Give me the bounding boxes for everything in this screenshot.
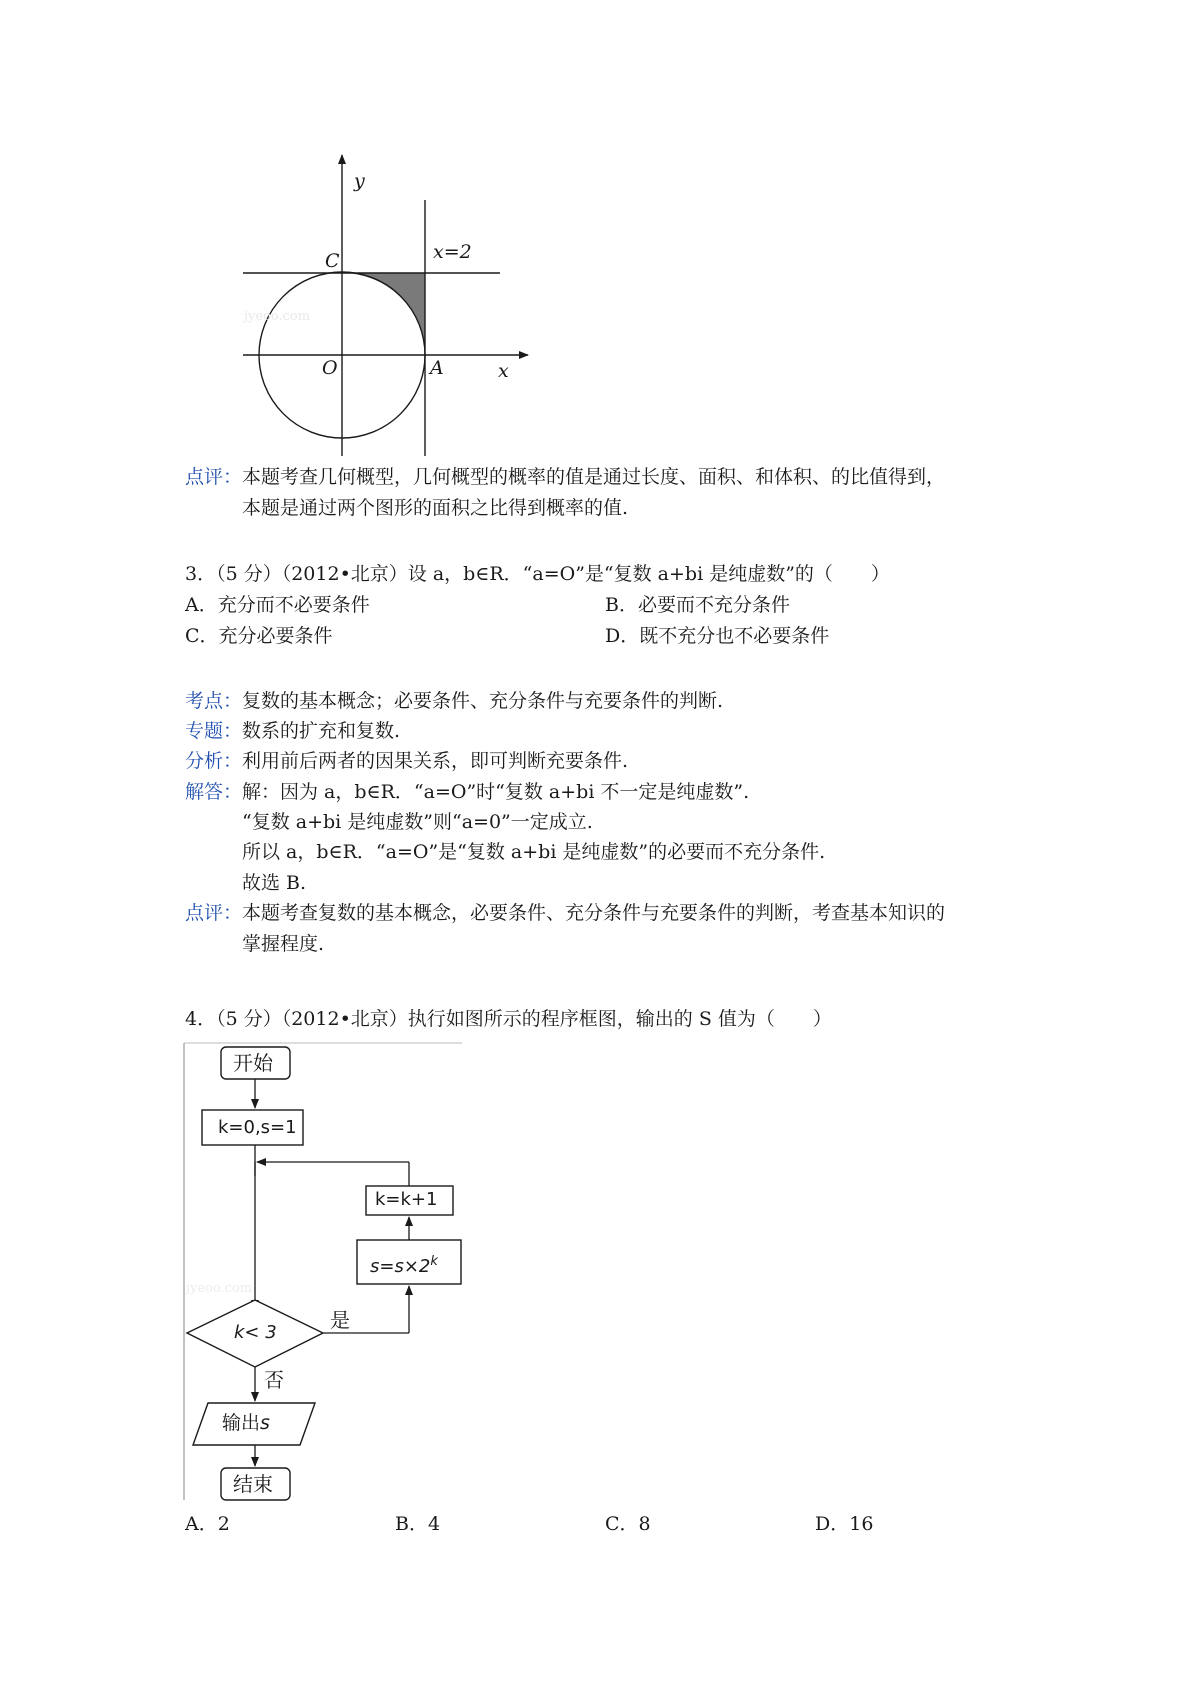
flow-assign-label — [370, 1251, 438, 1278]
flow-assign-exponent: k — [430, 1254, 438, 1269]
point-c-label: C — [325, 250, 340, 272]
flow-increment-label: k=k+1 — [375, 1189, 438, 1210]
q3-option-b: B．必要而不充分条件 — [605, 594, 790, 616]
q3-kaodian-label: 考点： — [185, 690, 243, 712]
q3-dianping-label: 点评： — [185, 902, 243, 924]
flow-watermark: jyeoo.com — [186, 1281, 253, 1296]
flow-start-label: 开始 — [233, 1051, 273, 1075]
q4-stem: 4．（5 分）（2012•北京）执行如图所示的程序框图，输出的 S 值为（ ） — [185, 1008, 832, 1030]
point-o-label: O — [322, 357, 338, 379]
q3-option-c: C．充分必要条件 — [185, 625, 333, 647]
review1-line2: 本题是通过两个图形的面积之比得到概率的值. — [242, 497, 629, 519]
flow-assign-expr: s=s×2 — [370, 1256, 431, 1277]
watermark: jyeoo.com — [244, 309, 311, 324]
review1-label: 点评： — [185, 466, 243, 488]
flow-output-var: s — [260, 1412, 270, 1434]
q4-option-a: A．2 — [185, 1513, 230, 1535]
q3-option-a: A．充分而不必要条件 — [185, 594, 370, 616]
q3-dianping-line1: 本题考查复数的基本概念，必要条件、充分条件与充要条件的判断，考查基本知识的 — [242, 902, 946, 924]
q3-jieda-label: 解答： — [185, 781, 243, 803]
line-x-2-label: x=2 — [433, 241, 472, 263]
q4-option-c: C．8 — [605, 1513, 651, 1535]
q3-zhuanti-label: 专题： — [185, 720, 243, 742]
q3-option-d: D．既不充分也不必要条件 — [605, 625, 830, 647]
q3-fenxi: 利用前后两者的因果关系，即可判断充要条件. — [242, 750, 629, 772]
q3-jieda-line4: 故选 B. — [242, 872, 307, 894]
flow-init-label: k=0,s=1 — [218, 1117, 297, 1138]
q4-option-b: B．4 — [395, 1513, 441, 1535]
flow-end-label: 结束 — [233, 1472, 273, 1496]
q3-jieda-line3: 所以 a，b∈R．“a=O”是“复数 a+bi 是纯虚数”的必要而不充分条件. — [242, 841, 826, 863]
flow-output-label — [222, 1412, 270, 1434]
point-a-label: A — [430, 357, 444, 379]
flow-no-label: 否 — [264, 1368, 284, 1392]
q3-dianping-line2: 掌握程度. — [242, 933, 325, 955]
q3-kaodian: 复数的基本概念；必要条件、充分条件与充要条件的判断. — [242, 690, 724, 712]
flow-yes-label: 是 — [330, 1308, 350, 1332]
q4-option-d: D．16 — [815, 1513, 874, 1535]
q3-stem: 3．（5 分）（2012•北京）设 a，b∈R．“a=O”是“复数 a+bi 是纯虚数”的（ ） — [185, 563, 890, 585]
x-axis-label: x — [498, 360, 509, 382]
q3-jieda-line2: “复数 a+bi 是纯虚数”则“a=0”一定成立. — [242, 811, 593, 833]
q3-zhuanti: 数系的扩充和复数. — [242, 720, 401, 742]
review1-line1: 本题考查几何概型，几何概型的概率的值是通过长度、面积、和体积、的比值得到， — [242, 466, 946, 488]
q3-fenxi-label: 分析： — [185, 750, 243, 772]
flow-output-prefix: 输出 — [222, 1412, 261, 1434]
q3-jieda-line1: 解：因为 a，b∈R．“a=O”时“复数 a+bi 不一定是纯虚数”. — [242, 781, 750, 803]
y-axis-label: y — [354, 170, 365, 192]
flow-condition-label: k< 3 — [234, 1322, 277, 1343]
